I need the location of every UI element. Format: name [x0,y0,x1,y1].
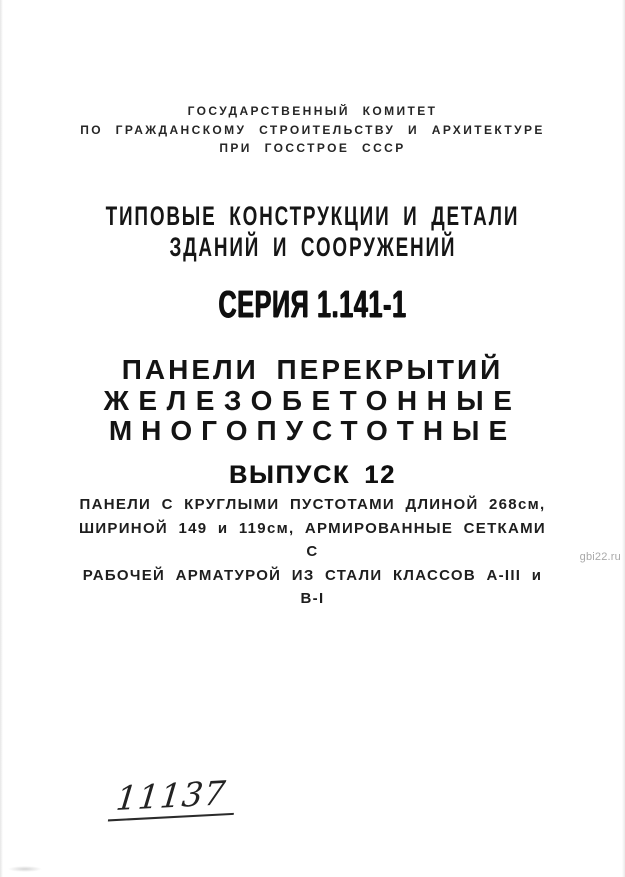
title-line-1: ТИПОВЫЕ КОНСТРУКЦИИ И ДЕТАЛИ [105,201,520,231]
handwritten-inventory-number [109,773,237,822]
issue-number: ВЫПУСК 12 [228,461,397,489]
series-label: СЕРИЯ 1.141-1 [218,284,407,326]
issue-desc-line-1: ПАНЕЛИ С КРУГЛЫМИ ПУСТОТАМИ ДЛИНОЙ 268см, [79,496,546,513]
org-line-2: ПО ГРАЖДАНСКОМУ СТРОИТЕЛЬСТВУ И АРХИТЕКТУРЕ [80,122,545,137]
handwritten-number-text: 11137 [108,773,238,822]
document-title [0,201,625,263]
issue-desc-line-3: РАБОЧЕЙ АРМАТУРОЙ ИЗ СТАЛИ КЛАССОВ А-III и В-I [82,566,543,607]
issue-description [70,493,555,611]
subject-title [0,355,625,447]
org-line-3: ПРИ ГОССТРОЕ СССР [219,141,406,155]
issue-desc-line-2: ШИРИНОЙ 149 и 119см, АРМИРОВАННЫЕ СЕТКАМИ С [78,519,547,560]
title-line-2: ЗДАНИЙ И СООРУЖЕНИЙ [169,232,456,262]
site-watermark: gbi22.ru [579,551,621,563]
org-line-1: ГОСУДАРСТВЕННЫЙ КОМИТЕТ [187,104,438,118]
scan-smudge [8,866,42,872]
subject-line-3: МНОГОПУСТОТНЫЕ [108,415,517,446]
series-number [0,284,625,327]
subject-line-2: ЖЕЛЕЗОБЕТОННЫЕ [103,384,522,416]
issuing-organization [0,102,625,158]
subject-line-1: ПАНЕЛИ ПЕРЕКРЫТИЙ [121,354,504,385]
